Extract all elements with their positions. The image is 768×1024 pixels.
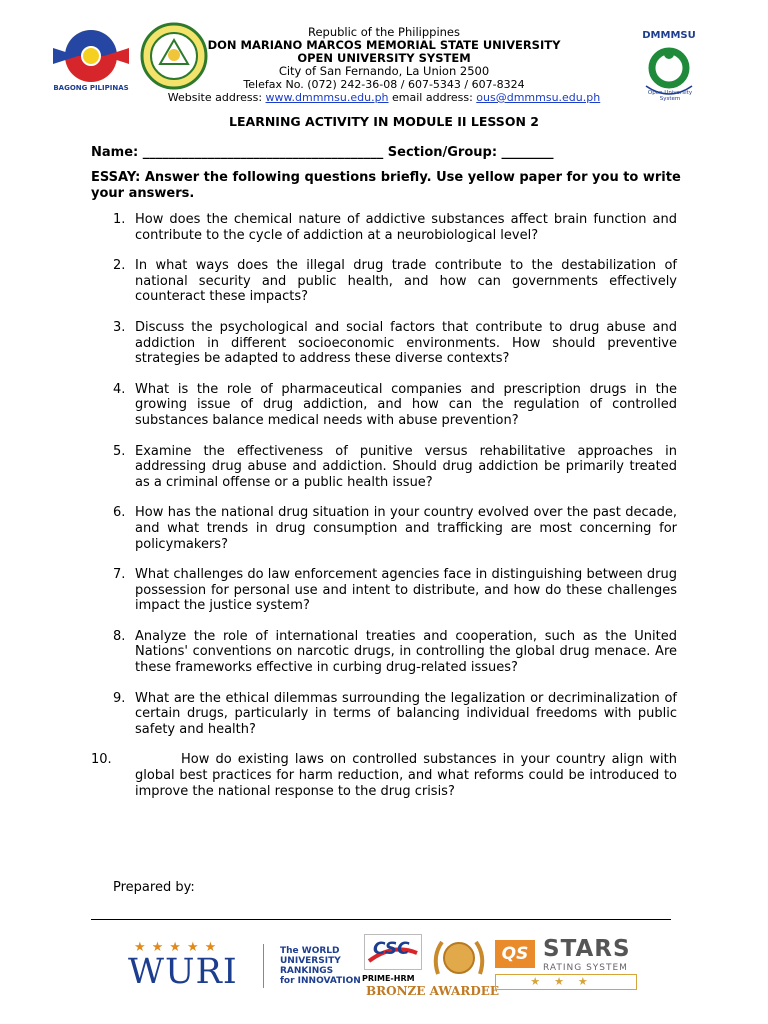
csc-badge: [364, 934, 422, 970]
qs-badge: QS: [495, 940, 535, 968]
footer-divider: [91, 919, 671, 920]
question-text: What challenges do law enforcement agencies face in distinguishing between drug possession for personal use and intent to distribute, and how do these challenges impact the justice system?: [135, 567, 677, 614]
question-number: 8.: [113, 628, 126, 644]
bagong-pilipinas-text: BAGONG PILIPINAS: [53, 84, 129, 92]
question-text: What are the ethical dilemmas surrounding the legalization or decriminalization of certain drugs, particularly in terms of balancing individual freedoms with public safety and health?: [135, 690, 677, 737]
address-line: City of San Fernando, La Union 2500: [278, 64, 490, 78]
question-item: [91, 320, 677, 367]
email-label: email address:: [388, 91, 477, 104]
wuri-desc-line: The WORLD: [280, 946, 340, 956]
bronze-awardee-text: BRONZE AWARDEE: [366, 984, 500, 998]
rating-system-text: RATING SYSTEM: [543, 963, 628, 973]
wuri-divider: [263, 944, 264, 988]
accreditation-footer: [0, 930, 768, 1020]
wuri-wordmark: WURI: [128, 952, 238, 992]
question-item: [91, 752, 677, 799]
question-item: [91, 567, 677, 614]
page-title: LEARNING ACTIVITY IN MODULE II LESSON 2: [229, 114, 539, 129]
csc-wordmark: CSC: [373, 939, 410, 959]
wuri-desc-line: UNIVERSITY: [280, 956, 341, 966]
question-number: 4.: [113, 381, 126, 397]
campus-name: OPEN UNIVERSITY SYSTEM: [297, 51, 471, 65]
wuri-stars-icon: ★★★★★: [134, 940, 223, 955]
question-text: How do existing laws on controlled substances in your country align with global best practices for harm reduction, and what reforms could be introduced to improve the national response to the drug crisis?: [135, 752, 677, 799]
question-item: [91, 382, 677, 429]
essay-instructions: ESSAY: Answer the following questions briefly. Use yellow paper for you to write your answers.: [91, 170, 681, 201]
question-number: 5.: [113, 443, 126, 459]
question-number: 10.: [91, 752, 112, 768]
ous-arc-text: Open University System: [647, 90, 693, 102]
wuri-desc-line: RANKINGS: [280, 966, 334, 976]
question-text: Examine the effectiveness of punitive versus rehabilitative approaches in addressing drug abuse and addiction. Should drug addiction be primarily treated as a criminal offense or a public health issue?: [135, 443, 677, 490]
republic-line: Republic of the Philippines: [307, 25, 461, 39]
bronze-laurel-icon: [428, 934, 490, 984]
question-text: How has the national drug situation in your country evolved over the past decade, and what trends in drug consumption and trafficking are most concerning for policymakers?: [135, 505, 677, 552]
prime-hrm-label: PRIME-HRM: [362, 974, 415, 983]
question-item: [91, 444, 677, 491]
question-number: 7.: [113, 567, 126, 583]
question-number: 3.: [113, 319, 126, 335]
question-item: [91, 691, 677, 738]
wuri-desc-line: for INNOVATION: [280, 976, 361, 986]
telefax-line: Telefax No. (072) 242-36-08 / 607-5343 / 607-8324: [243, 78, 525, 91]
question-text: What is the role of pharmaceutical companies and prescription drugs in the growing issue of drug addiction, and how can the regulation of controlled substances balance medical needs with abuse prevention?: [135, 381, 677, 428]
question-number: 6.: [113, 505, 126, 521]
website-label: Website address:: [167, 91, 266, 104]
stars-wordmark: STARS: [543, 936, 631, 962]
qs-star-rating: ★★★: [495, 974, 637, 990]
question-text: How does the chemical nature of addictive substances affect brain function and contribute to the cycle of addiction at a neurobiological level?: [135, 212, 677, 243]
question-item: [91, 629, 677, 676]
dmmmsu-logo-text: DMMMSU: [642, 30, 696, 41]
question-number: 2.: [113, 258, 126, 274]
wuri-description: [280, 946, 361, 986]
question-list: [91, 212, 677, 799]
wuri-logo: [128, 940, 258, 1000]
prepared-by-label: Prepared by:: [113, 880, 195, 895]
question-number: 9.: [113, 690, 126, 706]
question-text: In what ways does the illegal drug trade contribute to the destabilization of national security and public health, and how can governments effectively counteract these impacts?: [135, 258, 677, 305]
question-text: Analyze the role of international treaties and cooperation, such as the United Nations' conventions on narcotic drugs, in controlling the global drug menace. Are these frameworks effective in curbing drug-related issues?: [135, 628, 677, 676]
question-item: [91, 258, 677, 305]
email-link[interactable]: ous@dmmmsu.edu.ph: [476, 91, 601, 104]
question-number: 1.: [113, 212, 126, 227]
question-item: [91, 505, 677, 552]
question-text: Discuss the psychological and social factors that contribute to drug abuse and addiction in different socioeconomic environments. How should preventive strategies be adapted to address these diverse contexts?: [135, 319, 677, 367]
open-university-logo: [634, 30, 704, 102]
website-link[interactable]: www.dmmmsu.edu.ph: [265, 91, 389, 104]
university-name: DON MARIANO MARCOS MEMORIAL STATE UNIVERSITY: [207, 38, 561, 52]
name-section-row: Name: _____________________________________ Section/Group: ________: [91, 145, 554, 160]
question-item: [91, 212, 677, 243]
